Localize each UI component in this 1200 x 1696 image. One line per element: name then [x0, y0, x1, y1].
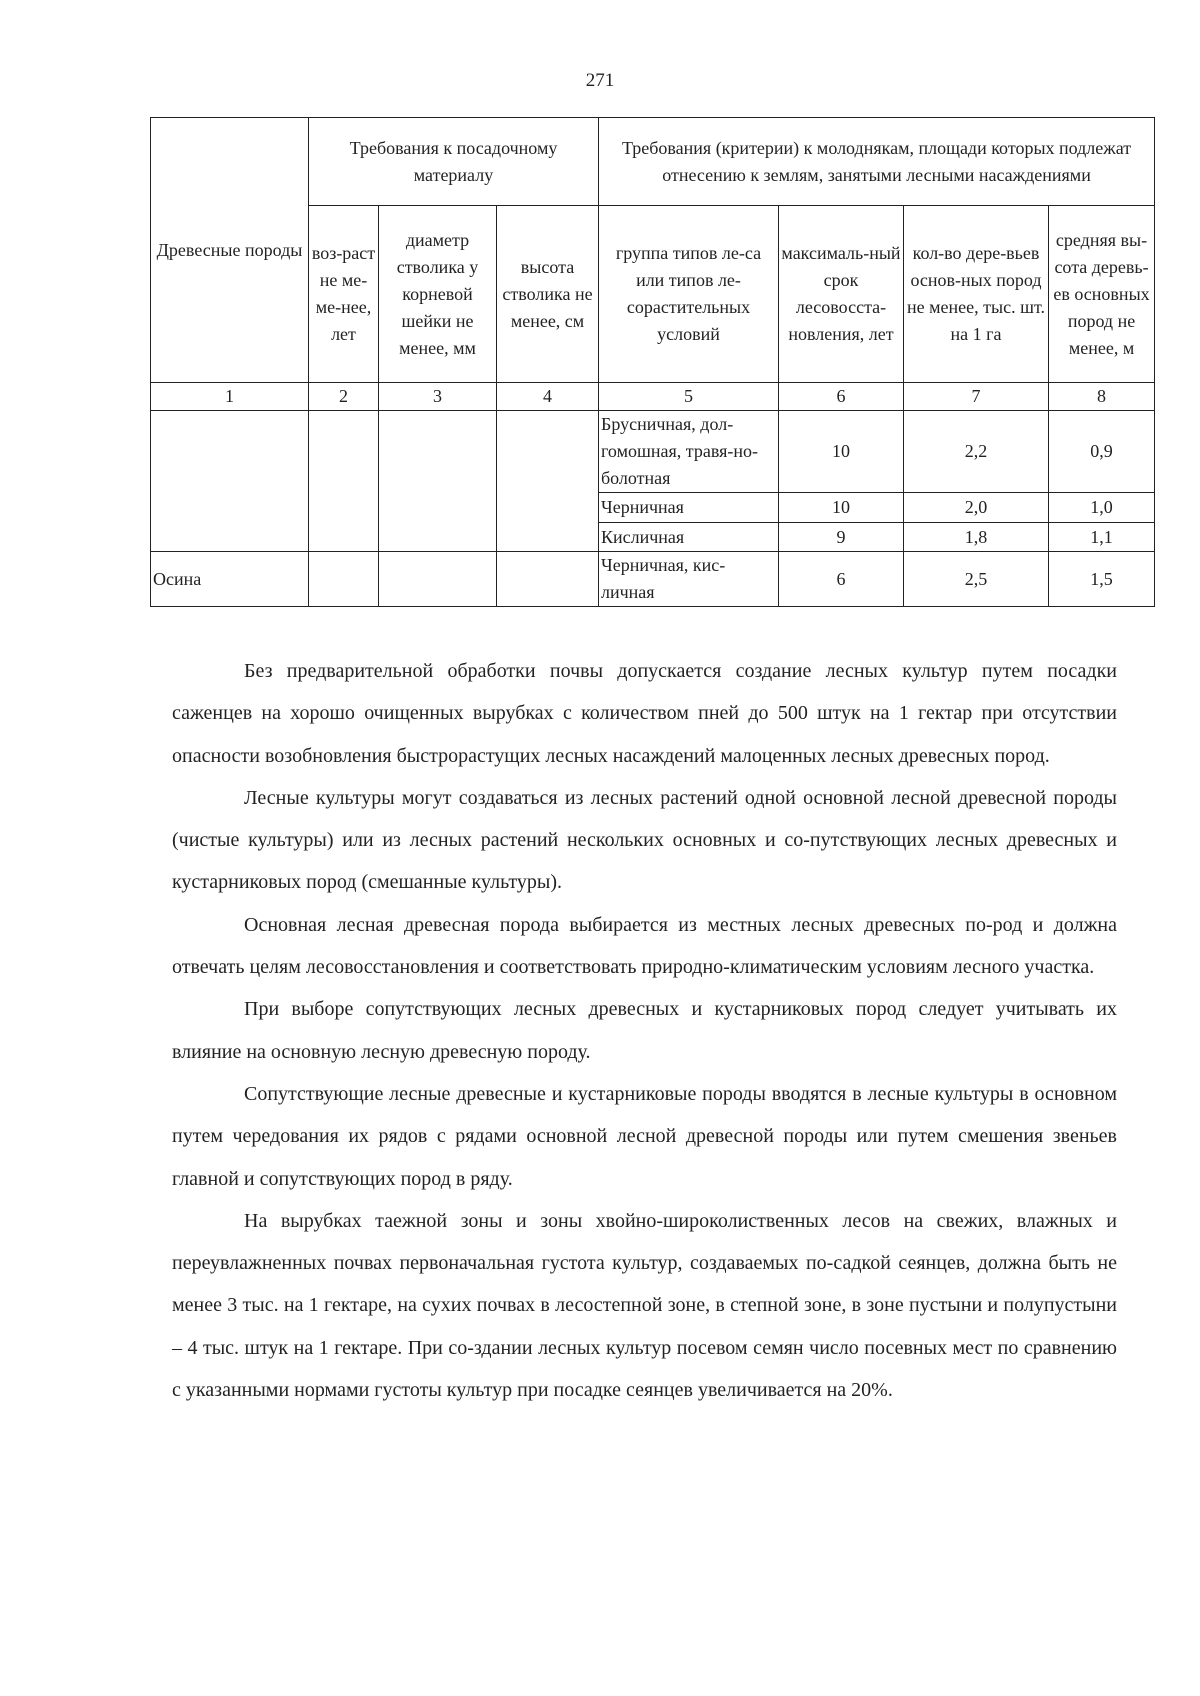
column-number: 4 [497, 383, 599, 411]
paragraph: Основная лесная древесная порода выбирается из местных лесных древесных по-род и должна отвечать целям лесовосстановления и соответствовать природно-климатическим условиям лесного участка. [172, 913, 1117, 979]
header-forest-type: группа типов ле-са или типов ле-сорастительных условий [599, 206, 779, 383]
table-row [151, 411, 1155, 493]
max-period-cell: 10 [779, 493, 904, 523]
tree-count-cell: 2,0 [904, 493, 1049, 523]
avg-height-cell: 1,1 [1049, 523, 1155, 552]
column-number: 3 [379, 383, 497, 411]
paragraph: Без предварительной обработки почвы допускается создание лесных культур путем посадки саженцев на хорошо очищенных вырубках с количеством пней до 500 штук на 1 гектар при отсутствии опасности возобновления быстрорастущих лесных насаждений малоценных лесных древесных пород. [172, 660, 1117, 767]
header-diameter: диаметр стволика у корневой шейки не менее, мм [379, 206, 497, 383]
tree-count-cell: 2,5 [904, 552, 1049, 607]
header-avg-height: средняя вы-сота деревь-ев основных пород не менее, м [1049, 206, 1155, 383]
paragraph: На вырубках таежной зоны и зоны хвойно-широколиственных лесов на свежих, влажных и переувлажненных почвах первоначальная густота культур, создаваемых по-садкой сеянцев, должна быть не менее 3 тыс. на 1 гектаре, на сухих почвах в лесостепной зоне, в степной зоне, в зоне пустыни и полупустыни – 4 тыс. штук на 1 гектаре. При со-здании лесных культур посевом семян число посевных мест по сравнению с указанными нормами густоты культур при посадке сеянцев увеличивается на 20%. [172, 1209, 1117, 1402]
column-number: 2 [309, 383, 379, 411]
header-age: воз-раст не ме-ме-нее, лет [309, 206, 379, 383]
species-cell [151, 411, 309, 552]
forest-type-cell: Черничная, кис-личная [599, 552, 779, 607]
paragraph: Сопутствующие лесные древесные и кустарниковые породы вводятся в лесные культуры в основном путем чередования их рядов с рядами основной лесной древесной породы или путем смешения звеньев главной и сопутствующих пород в ряду. [172, 1082, 1117, 1190]
paragraph: Лесные культуры могут создаваться из лесных растений одной основной лесной древесной породы (чистые культуры) или из лесных растений нескольких основных и со-путствующих лесных древесных и кустарниковых пород (смешанные культуры). [172, 786, 1117, 894]
paragraph: При выборе сопутствующих лесных древесных и кустарниковых пород следует учитывать их влияние на основную лесную древесную породу. [172, 998, 1117, 1063]
avg-height-cell: 1,0 [1049, 493, 1155, 523]
column-number-row [151, 383, 1155, 411]
tree-count-cell: 1,8 [904, 523, 1049, 552]
age-cell [309, 552, 379, 607]
age-cell [309, 411, 379, 552]
column-number: 7 [904, 383, 1049, 411]
max-period-cell: 6 [779, 552, 904, 607]
column-number: 6 [779, 383, 904, 411]
requirements-table [150, 117, 1155, 607]
species-cell: Осина [151, 552, 309, 607]
page-number: 271 [585, 70, 615, 91]
header-planting-material: Требования к посадочному материалу [309, 118, 599, 206]
diameter-cell [379, 411, 497, 552]
header-max-period: максималь-ный срок лесовосста-новления, лет [779, 206, 904, 383]
header-species: Древесные породы [151, 118, 309, 383]
tree-count-cell: 2,2 [904, 411, 1049, 493]
height-cell [497, 552, 599, 607]
height-cell [497, 411, 599, 552]
avg-height-cell: 1,5 [1049, 552, 1155, 607]
column-number: 8 [1049, 383, 1155, 411]
column-number: 5 [599, 383, 779, 411]
header-tree-count: кол-во дере-вьев основ-ных пород не менее, тыс. шт. на 1 га [904, 206, 1049, 383]
max-period-cell: 10 [779, 411, 904, 493]
forest-type-cell: Брусничная, дол-гомошная, травя-но-болотная [599, 411, 779, 493]
forest-type-cell: Черничная [599, 493, 779, 523]
table-row [151, 552, 1155, 607]
max-period-cell: 9 [779, 523, 904, 552]
forest-type-cell: Кисличная [599, 523, 779, 552]
avg-height-cell: 0,9 [1049, 411, 1155, 493]
body-text [172, 650, 1117, 1411]
column-number: 1 [151, 383, 309, 411]
diameter-cell [379, 552, 497, 607]
header-young-stand-criteria: Требования (критерии) к молоднякам, площади которых подлежат отнесению к землям, занятыми лесными насаждениями [599, 118, 1155, 206]
header-height: высота стволика не менее, см [497, 206, 599, 383]
